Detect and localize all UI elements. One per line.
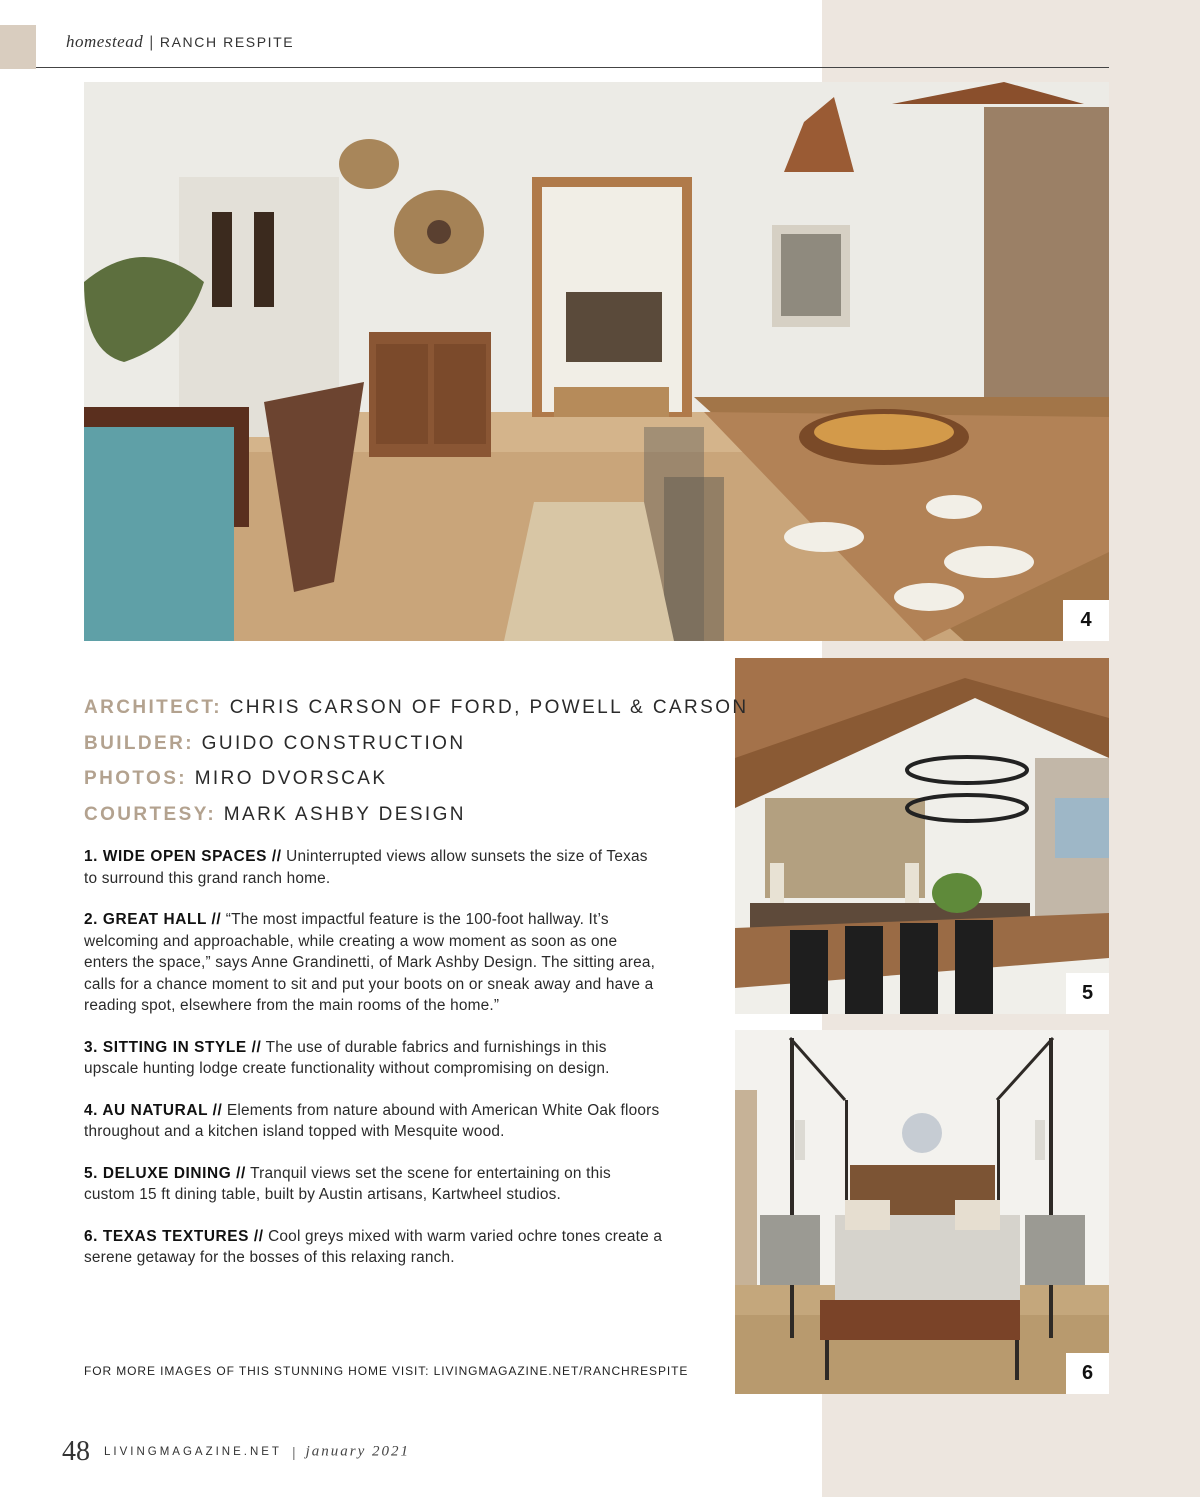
photo-dining-hall bbox=[84, 82, 1109, 641]
credit-value: CHRIS CARSON OF FORD, POWELL & CARSON bbox=[229, 697, 749, 718]
caption-text: Cool greys mixed with warm varied ochre tones create a serene getaway for the bosses of this relaxing ranch. bbox=[84, 1227, 663, 1266]
caption-text: The use of durable fabrics and furnishings in this upscale hunting lodge create functionality without compromising on design. bbox=[84, 1038, 610, 1077]
caption-text: Tranquil views set the scene for entertaining on this custom 15 ft dining table, built by Austin artisans, Kartwheel studios. bbox=[84, 1164, 611, 1203]
caption-list bbox=[84, 846, 664, 1289]
more-images-link[interactable]: FOR MORE IMAGES OF THIS STUNNING HOME VISIT: LIVINGMAGAZINE.NET/RANCHRESPITE bbox=[84, 1364, 689, 1378]
photo-dining-room bbox=[735, 658, 1109, 1014]
credits-block bbox=[84, 690, 749, 832]
credit-label: COURTESY: bbox=[84, 803, 217, 825]
caption-item bbox=[84, 1037, 664, 1080]
caption-item bbox=[84, 909, 664, 1017]
caption-text: “The most impactful feature is the 100-foot hallway. It’s welcoming and approachable, while creating a wow moment as soon as one enters the space,” says Anne Grandinetti, of Mark Ashby Design. The sitting area, calls for a chance moment to sit and put your boots on or sneak away and have a reading spot, elsewhere from the main rooms of the home.” bbox=[84, 911, 656, 1014]
photo-number-badge: 4 bbox=[1063, 600, 1109, 641]
credit-builder bbox=[84, 726, 749, 762]
credit-courtesy bbox=[84, 797, 749, 833]
credit-label: BUILDER: bbox=[84, 732, 194, 754]
caption-item bbox=[84, 1100, 664, 1143]
credit-label: PHOTOS: bbox=[84, 768, 188, 789]
credit-label: ARCHITECT: bbox=[84, 697, 222, 718]
header-rule bbox=[36, 67, 1109, 68]
caption-text: Elements from nature abound with American White Oak floors throughout and a kitchen island topped with Mesquite wood. bbox=[84, 1101, 660, 1140]
footer-site: LIVINGMAGAZINE.NET bbox=[104, 1446, 282, 1458]
credit-value: MIRO DVORSCAK bbox=[194, 768, 388, 789]
caption-heading: 6. TEXAS TEXTURES // bbox=[84, 1227, 264, 1245]
corner-tab bbox=[0, 25, 36, 69]
footer-date: january 2021 bbox=[305, 1443, 411, 1460]
caption-item bbox=[84, 1163, 664, 1206]
credit-value: MARK ASHBY DESIGN bbox=[223, 803, 466, 825]
photo-bedroom bbox=[735, 1030, 1109, 1394]
credit-value: GUIDO CONSTRUCTION bbox=[201, 732, 466, 754]
caption-heading: 4. AU NATURAL // bbox=[84, 1101, 223, 1119]
article-title: RANCH RESPITE bbox=[159, 34, 295, 50]
caption-item bbox=[84, 1226, 664, 1269]
footer-separator: | bbox=[291, 1444, 296, 1460]
caption-item bbox=[84, 846, 664, 889]
page-header bbox=[66, 32, 294, 52]
caption-heading: 3. SITTING IN STYLE // bbox=[84, 1038, 262, 1056]
caption-heading: 2. GREAT HALL // bbox=[84, 911, 222, 928]
credit-architect bbox=[84, 690, 749, 726]
caption-text: Uninterrupted views allow sunsets the size of Texas to surround this grand ranch home. bbox=[84, 848, 648, 887]
caption-heading: 5. DELUXE DINING // bbox=[84, 1164, 246, 1182]
page-number: 48 bbox=[62, 1436, 90, 1467]
section-name: homestead bbox=[66, 32, 144, 51]
caption-heading: 1. WIDE OPEN SPACES // bbox=[84, 848, 282, 865]
page-footer bbox=[62, 1436, 410, 1468]
photo-number-badge: 6 bbox=[1066, 1353, 1109, 1394]
header-separator: | bbox=[149, 34, 154, 51]
photo-number-badge: 5 bbox=[1066, 973, 1109, 1014]
credit-photos bbox=[84, 761, 749, 797]
